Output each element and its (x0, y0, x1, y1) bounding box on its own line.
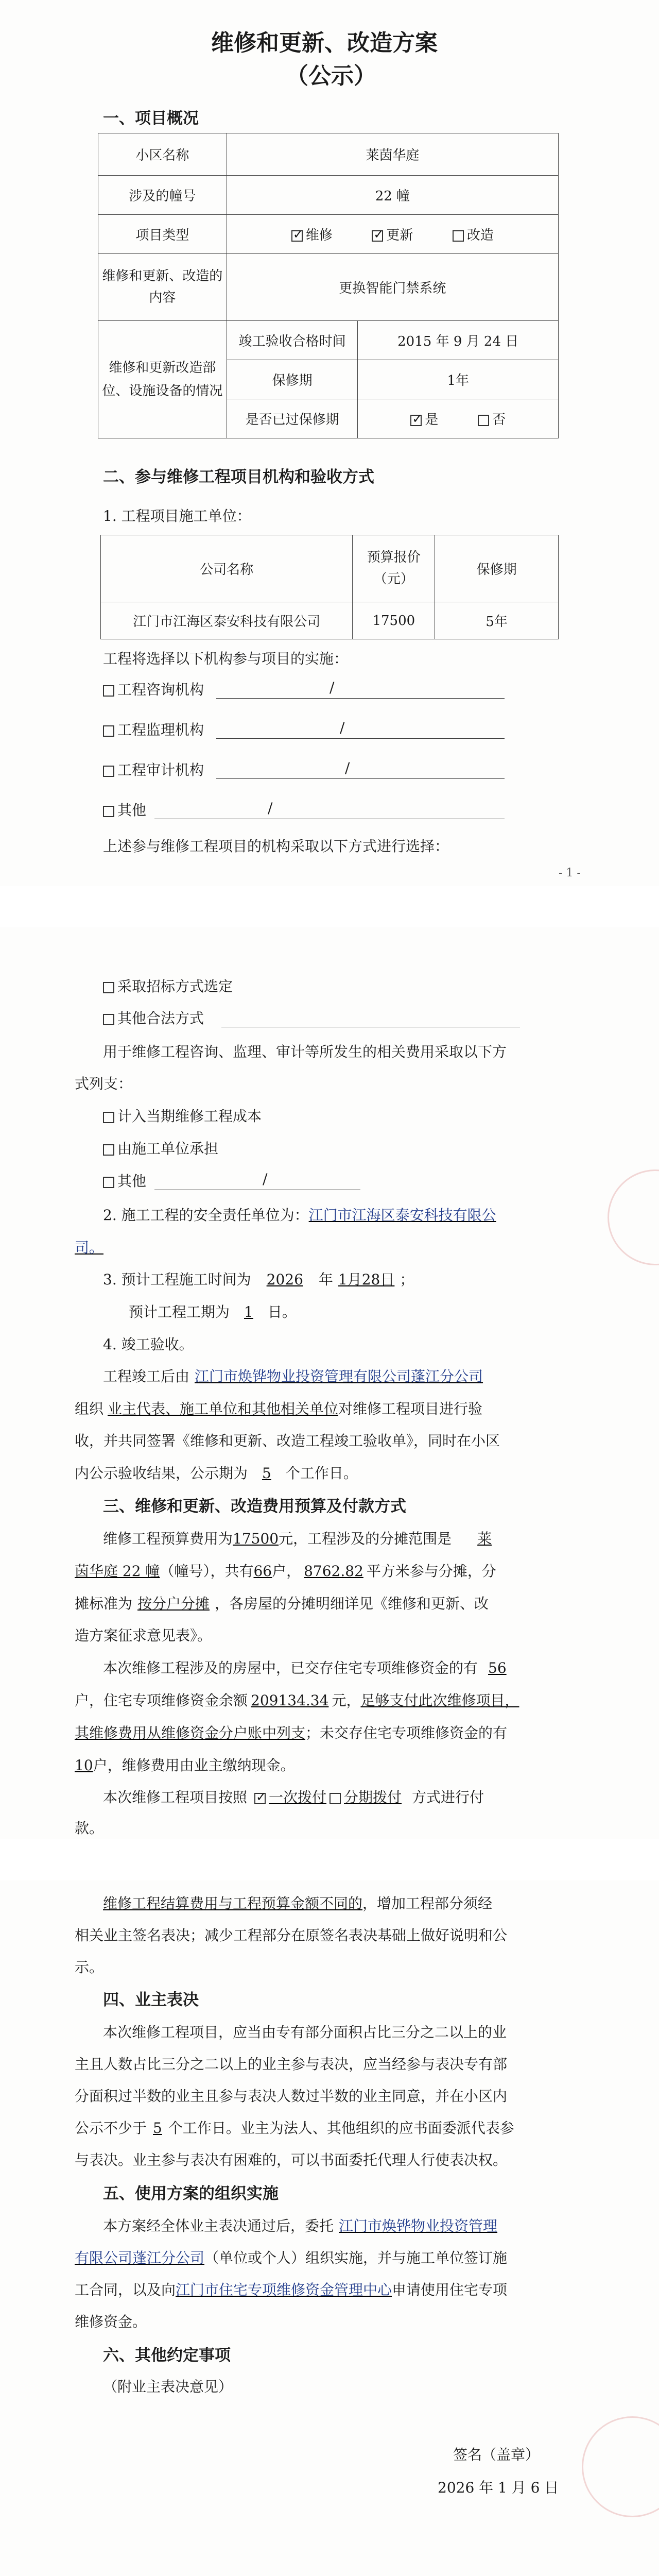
option-other-method (103, 1010, 204, 1027)
checkbox-no (478, 415, 489, 426)
option-label: 改造 (466, 228, 494, 243)
budget-value: 17500 (353, 602, 435, 639)
option-label: 计入当期维修工程成本 (117, 1108, 262, 1125)
organizer: 江门市焕铧物业投资管理有限公司蓬江分公司 (195, 1368, 483, 1385)
safety-text (103, 1207, 496, 1224)
schedule-text (103, 1271, 414, 1289)
payment-text: 款。 (75, 1820, 104, 1837)
scope: 莱 (477, 1530, 492, 1547)
implementer: 有限公司蓬江分公司 (75, 2249, 205, 2266)
checkbox-maintain (291, 230, 303, 242)
text: 户，维修费用由业主缴纳现金。 (93, 1757, 295, 1774)
page-gap (0, 1839, 659, 1880)
fee-text: 用于维修工程咨询、监理、审计等所发生的相关费用采取以下方 (103, 1043, 507, 1060)
option-label: 维修 (305, 228, 333, 243)
budget-text (75, 1563, 496, 1580)
cell-label: 维修和更新、改造的内容 (98, 254, 227, 321)
text: 维修工程预算费用为 (103, 1530, 233, 1547)
cell-label: 竣工验收合格时间 (227, 321, 358, 360)
fund-sufficient: 足够支付此次维修项目， (360, 1692, 519, 1709)
start-date: 1月28日 (338, 1271, 395, 1288)
text: 日。 (267, 1303, 297, 1320)
blank-line (216, 698, 505, 699)
text: 组织 (75, 1400, 104, 1417)
blank-slash: / (263, 1171, 268, 1188)
text: 工程竣工后由 (103, 1368, 190, 1385)
checkbox (103, 685, 114, 697)
org-label: 其他 (117, 802, 147, 819)
acceptance-text (75, 1400, 482, 1418)
warranty-value: 5年 (435, 602, 559, 639)
publicity-days: 5 (262, 1465, 271, 1482)
blank-slash: / (330, 679, 335, 696)
text: 公示不少于 (75, 2120, 147, 2137)
checkbox (103, 1014, 114, 1025)
vote-text: 与表决。业主参与表决有困难的，可以书面委托代理人行使表决权。 (75, 2151, 508, 2168)
signature-label: 签名（盖章） (453, 2446, 540, 2463)
option-label: 采取招标方式选定 (117, 978, 233, 995)
section-heading-other: 六、其他约定事项 (103, 2346, 231, 2365)
option-tender (103, 978, 233, 995)
text: ； (400, 1271, 414, 1288)
section-heading-institutions: 二、参与维修工程项目机构和验收方式 (103, 468, 374, 486)
page-number: - 1 - (559, 867, 581, 879)
header-budget: 预算报价（元） (353, 535, 435, 602)
implementer: 江门市焕铧物业投资管理 (339, 2217, 498, 2234)
text: （单位或个人）组织实施，并与施工单位签订施 (204, 2249, 508, 2266)
text: 户，住宅专项维修资金余额 (75, 1692, 248, 1709)
checkbox-yes (410, 415, 422, 426)
document-page-2 (0, 927, 659, 1839)
org-select-text: 工程将选择以下机构参与项目的实施： (103, 650, 349, 667)
fund-source: 其维修费用从维修资金分户账中列支 (75, 1724, 306, 1741)
acceptance-text: 收，并共同签署《维修和更新、改造工程竣工验收单》，同时在小区 (75, 1432, 500, 1449)
option-label: 否 (492, 412, 506, 428)
text: 摊标准为 (75, 1595, 133, 1612)
household-count: 66 (253, 1563, 272, 1580)
blank-line (216, 778, 505, 779)
settlement-text (103, 1895, 492, 1912)
participants: 业主代表、施工单位和其他相关单位 (108, 1400, 339, 1417)
publicity-days: 5 (153, 2120, 162, 2137)
implementation-text (75, 2281, 507, 2299)
vote-text (75, 2120, 514, 2137)
fund-balance: 209134.34 (251, 1692, 329, 1709)
checkbox-renovate (453, 230, 464, 242)
header-warranty: 保修期 (435, 535, 559, 602)
text: 申请使用住宅专项 (392, 2281, 508, 2298)
vote-text: 主且人数占比三分之二以上的业主参与表决，应当经参与表决专有部 (75, 2056, 508, 2073)
option-label: 一次拨付 (269, 1789, 327, 1806)
text: 本方案经全体业主表决通过后，委托 (103, 2217, 334, 2234)
text: 年 (318, 1271, 333, 1288)
checkbox (103, 1112, 114, 1123)
contractor-table (100, 535, 559, 639)
acceptance-text (103, 1368, 483, 1385)
section-heading-vote: 四、业主表决 (103, 1991, 199, 2009)
vote-text: 分面积过半数的业主且参与表决人数过半数的业主同意，并在小区内 (75, 2088, 508, 2105)
org-label: 工程审计机构 (117, 761, 204, 778)
text: 平方米参与分摊，分 (366, 1563, 496, 1580)
org-supervision (103, 721, 204, 739)
org-audit (103, 761, 204, 779)
document-page-1 (0, 0, 659, 886)
text: ；未交存住宅专项维修资金的有 (305, 1724, 508, 1741)
fee-option-3 (103, 1173, 146, 1190)
text: 2. 施工工程的安全责任单位为： (103, 1207, 309, 1224)
implementation-text (103, 2217, 497, 2235)
text: 维修工程结算费用与工程预算金额不同的 (103, 1895, 363, 1912)
budget-amount: 17500 (233, 1530, 279, 1547)
allocation-method: 按分户分摊 (137, 1595, 210, 1612)
option-label: 其他合法方式 (117, 1010, 204, 1027)
checkbox-one-time (254, 1793, 266, 1804)
blank-slash: / (268, 800, 273, 817)
text: 3. 预计工程施工时间为 (103, 1271, 251, 1288)
cell-value: 22 幢 (227, 176, 558, 215)
implementation-text (75, 2249, 507, 2267)
cell-value: 莱茵华庭 (227, 133, 558, 176)
option-label: 分期拨付 (344, 1789, 402, 1806)
signature-date: 2026 年 1 月 6 日 (438, 2479, 559, 2496)
vote-text: 本次维修工程项目，应当由专有部分面积占比三分之二以上的业 (103, 2024, 507, 2041)
option-label: 是 (425, 412, 439, 428)
text: 本次维修工程项目按照 (103, 1789, 248, 1806)
cell-value: 2015 年 9 月 24 日 (358, 321, 559, 360)
blank-slash: / (340, 719, 345, 736)
scope: 茵华庭 22 幢 (75, 1563, 160, 1580)
cell-label: 维修和更新改造部位、设施设备的情况 (98, 321, 227, 438)
checkbox-installment (330, 1793, 341, 1804)
unpaid-households: 10 (75, 1757, 93, 1774)
fee-text: 式列支： (75, 1075, 133, 1092)
text: 对维修工程项目进行验 (338, 1400, 483, 1417)
duration-text (129, 1303, 297, 1321)
fee-option-2 (103, 1140, 218, 1158)
budget-text (103, 1530, 492, 1548)
fund-text (75, 1692, 519, 1709)
text: 元， (332, 1692, 361, 1709)
blank-line (216, 738, 505, 739)
checkbox (103, 982, 114, 993)
header-company: 公司名称 (101, 535, 353, 602)
fund-center: 江门市住宅专项维修资金管理中心 (176, 2281, 392, 2298)
org-other (103, 802, 146, 819)
fund-text (103, 1659, 507, 1677)
budget-text: 造方案征求意见表》。 (75, 1627, 212, 1644)
text: ，各房屋的分摊明细详见《维修和更新、改 (215, 1595, 489, 1612)
acceptance-heading: 4. 竣工验收。 (103, 1336, 194, 1353)
checkbox-update (372, 230, 383, 242)
document-page-3 (0, 1880, 659, 2576)
cell-value: 1年 (358, 360, 559, 399)
duration-days: 1 (244, 1303, 253, 1320)
project-type-options (227, 215, 558, 254)
seal-stamp-fragment (582, 2416, 659, 2517)
budget-text (75, 1595, 489, 1613)
safety-text-cont (75, 1239, 103, 1257)
implementation-text: 维修资金。 (75, 2313, 147, 2330)
org-consulting (103, 681, 204, 699)
page-gap (0, 886, 659, 927)
checkbox (103, 1177, 114, 1188)
text: 方式进行付 (412, 1789, 484, 1806)
cell-label: 小区名称 (98, 133, 227, 176)
company-name: 江门市江海区泰安科技有限公司 (101, 602, 353, 639)
checkbox (103, 725, 114, 737)
text: 元，工程涉及的分摊范围是 (279, 1530, 452, 1547)
text: ，增加工程部分须经 (362, 1895, 493, 1912)
checkbox (103, 1144, 114, 1156)
text: 个工作日。业主为法人、其他组织的应书面委派代表参 (168, 2120, 514, 2137)
document-subtitle: （公示） (286, 63, 376, 89)
selection-method-text: 上述参与维修工程项目的机构采取以下方式进行选择： (103, 838, 449, 855)
safety-unit: 江门市江海区泰安科技有限公 (308, 1207, 496, 1224)
start-year: 2026 (266, 1271, 303, 1288)
acceptance-text (75, 1465, 358, 1482)
text: 户， (272, 1563, 301, 1580)
fee-option-1 (103, 1108, 262, 1125)
org-label: 工程咨询机构 (117, 681, 204, 698)
settlement-text: 示。 (75, 1959, 104, 1976)
area: 8762.82 (304, 1563, 363, 1580)
seal-stamp-fragment (608, 1170, 659, 1265)
text: （幢号），共有 (160, 1563, 254, 1580)
section-heading-overview: 一、项目概况 (103, 109, 199, 128)
option-label: 更新 (386, 228, 413, 243)
blank-slash: / (345, 759, 350, 776)
cell-label: 是否已过保修期 (227, 399, 358, 438)
contractor-heading: 1. 工程项目施工单位： (103, 507, 251, 524)
checkbox (103, 766, 114, 777)
section-heading-implementation: 五、使用方案的组织实施 (103, 2184, 279, 2203)
text: 预计工程工期为 (129, 1303, 230, 1320)
project-overview-table (98, 133, 559, 438)
paid-households: 56 (488, 1659, 507, 1676)
expired-options (358, 399, 559, 438)
payment-text (103, 1789, 484, 1806)
attachment-note: （附业主表决意见） (103, 2378, 233, 2395)
text: 个工作日。 (285, 1465, 358, 1482)
payment-options (247, 1789, 402, 1806)
cell-label: 涉及的幢号 (98, 176, 227, 215)
checkbox (103, 806, 114, 817)
option-label: 由施工单位承担 (117, 1140, 219, 1157)
text: 工合同，以及向 (75, 2281, 176, 2298)
cell-value: 更换智能门禁系统 (227, 254, 558, 321)
cell-label: 项目类型 (98, 215, 227, 254)
document-title: 维修和更新、改造方案 (211, 30, 438, 56)
cell-label: 保修期 (227, 360, 358, 399)
safety-unit: 司。 (75, 1239, 104, 1256)
text: 内公示验收结果，公示期为 (75, 1465, 248, 1482)
fund-text (75, 1724, 507, 1742)
fund-text (75, 1757, 295, 1774)
section-heading-budget: 三、维修和更新、改造费用预算及付款方式 (103, 1497, 406, 1516)
text: 本次维修工程涉及的房屋中，已交存住宅专项维修资金的有 (103, 1659, 478, 1676)
org-label: 工程监理机构 (117, 721, 204, 738)
option-label: 其他 (117, 1173, 147, 1190)
settlement-text: 相关业主签名表决；减少工程部分在原签名表决基础上做好说明和公 (75, 1927, 508, 1944)
